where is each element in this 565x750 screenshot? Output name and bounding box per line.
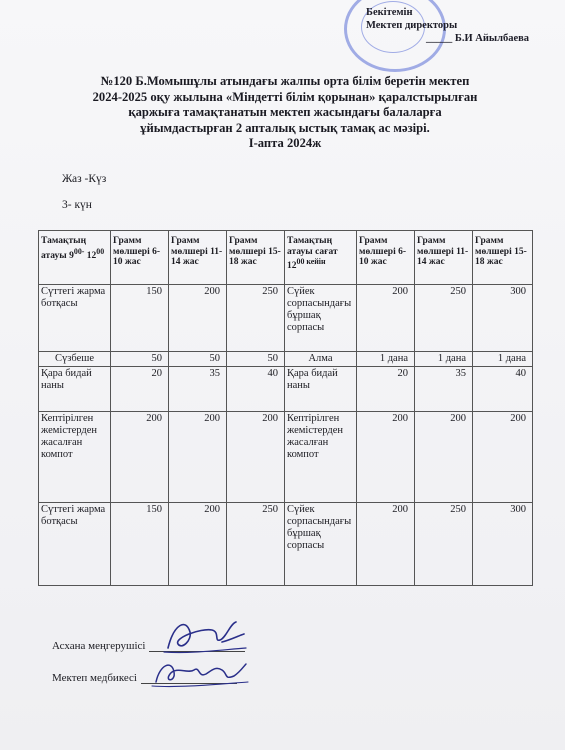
school-nurse-signature-icon <box>150 652 250 692</box>
grams-cell: 250 <box>227 285 285 352</box>
meal-cell: Кептірілген жемістерден жасалған компот <box>285 412 357 503</box>
grams-cell: 200 <box>111 412 169 503</box>
grams-cell: 200 <box>473 412 533 503</box>
grams-cell: 1 дана <box>415 352 473 367</box>
grams-cell: 250 <box>415 285 473 352</box>
approval-line-2: Мектеп директоры <box>366 20 458 31</box>
meal-cell: Сүйек сорпасындағы бұршақ сорпасы <box>285 503 357 586</box>
grams-cell: 300 <box>473 503 533 586</box>
grams-cell: 1 дана <box>357 352 415 367</box>
table-row <box>39 503 533 586</box>
header-meal-name-morning: Тамақтың атауы $9^{00-}$ $12^{00}$ <box>39 231 111 285</box>
menu-table <box>38 230 533 586</box>
title-line-1: №120 Б.Момышұлы атындағы жалпы орта білім беретін мектеп <box>100 74 470 88</box>
header-grams-15-18-pm: Грамм мөлшері 15-18 жас <box>473 231 533 285</box>
season-label: Жаз -Күз <box>62 173 107 185</box>
title-line-5: I-апта 2024ж <box>248 136 322 150</box>
grams-cell: 1 дана <box>473 352 533 367</box>
kitchen-manager-label: Асхана меңгерушісі <box>52 640 146 652</box>
meal-cell: Сүттегі жарма ботқасы <box>39 503 111 586</box>
approval-line-3: _____ Б.И Айылбаева <box>426 33 530 44</box>
grams-cell: 200 <box>357 503 415 586</box>
document-title <box>40 74 530 152</box>
grams-cell: 50 <box>227 352 285 367</box>
grams-cell: 35 <box>169 367 227 412</box>
meal-cell: Қара бидай наны <box>39 367 111 412</box>
grams-cell: 200 <box>169 412 227 503</box>
grams-cell: 35 <box>415 367 473 412</box>
table-row <box>39 285 533 352</box>
table-row <box>39 367 533 412</box>
grams-cell: 250 <box>415 503 473 586</box>
meal-cell: Қара бидай наны <box>285 367 357 412</box>
table-header-row <box>39 231 533 285</box>
header-grams-6-10: Грамм мөлшері 6-10 жас <box>111 231 169 285</box>
header-grams-15-18: Грамм мөлшері 15-18 жас <box>227 231 285 285</box>
header-grams-6-10-pm: Грамм мөлшері 6-10 жас <box>357 231 415 285</box>
meal-cell: Сүйек сорпасындағы бұршақ сорпасы <box>285 285 357 352</box>
school-nurse-label: Мектеп медбикесі <box>52 672 137 684</box>
header-meal-name-afternoon: Тамақтың атауы сағат $12^{00 кейін}$ <box>285 231 357 285</box>
table-row <box>39 412 533 503</box>
grams-cell: 40 <box>227 367 285 412</box>
grams-cell: 200 <box>169 503 227 586</box>
title-line-3: қаржыға тамақтанатын мектеп жасындағы балаларға <box>128 105 442 119</box>
meal-cell: Кептірілген жемістерден жасалған компот <box>39 412 111 503</box>
grams-cell: 200 <box>357 285 415 352</box>
approval-line-1: Бекітемін <box>366 7 413 18</box>
grams-cell: 200 <box>227 412 285 503</box>
day-label: 3- күн <box>62 199 92 211</box>
meal-cell: Алма <box>285 352 357 367</box>
grams-cell: 20 <box>357 367 415 412</box>
grams-cell: 50 <box>169 352 227 367</box>
meal-cell: Сүзбеше <box>39 352 111 367</box>
grams-cell: 300 <box>473 285 533 352</box>
title-line-2: 2024-2025 оқу жылына «Міндетті білім қорынан» қаралстырылған <box>92 89 478 104</box>
header-grams-11-14-pm: Грамм мөлшері 11-14 жас <box>415 231 473 285</box>
grams-cell: 250 <box>227 503 285 586</box>
approval-block <box>366 6 529 45</box>
grams-cell: 200 <box>357 412 415 503</box>
title-line-4: ұйымдастырған 2 апталық ыстық тамақ ас мәзірі. <box>140 120 430 135</box>
table-row <box>39 352 533 367</box>
grams-cell: 200 <box>169 285 227 352</box>
grams-cell: 150 <box>111 503 169 586</box>
meal-cell: Сүттегі жарма ботқасы <box>39 285 111 352</box>
grams-cell: 50 <box>111 352 169 367</box>
grams-cell: 150 <box>111 285 169 352</box>
grams-cell: 40 <box>473 367 533 412</box>
grams-cell: 20 <box>111 367 169 412</box>
grams-cell: 200 <box>415 412 473 503</box>
header-grams-11-14: Грамм мөлшері 11-14 жас <box>169 231 227 285</box>
